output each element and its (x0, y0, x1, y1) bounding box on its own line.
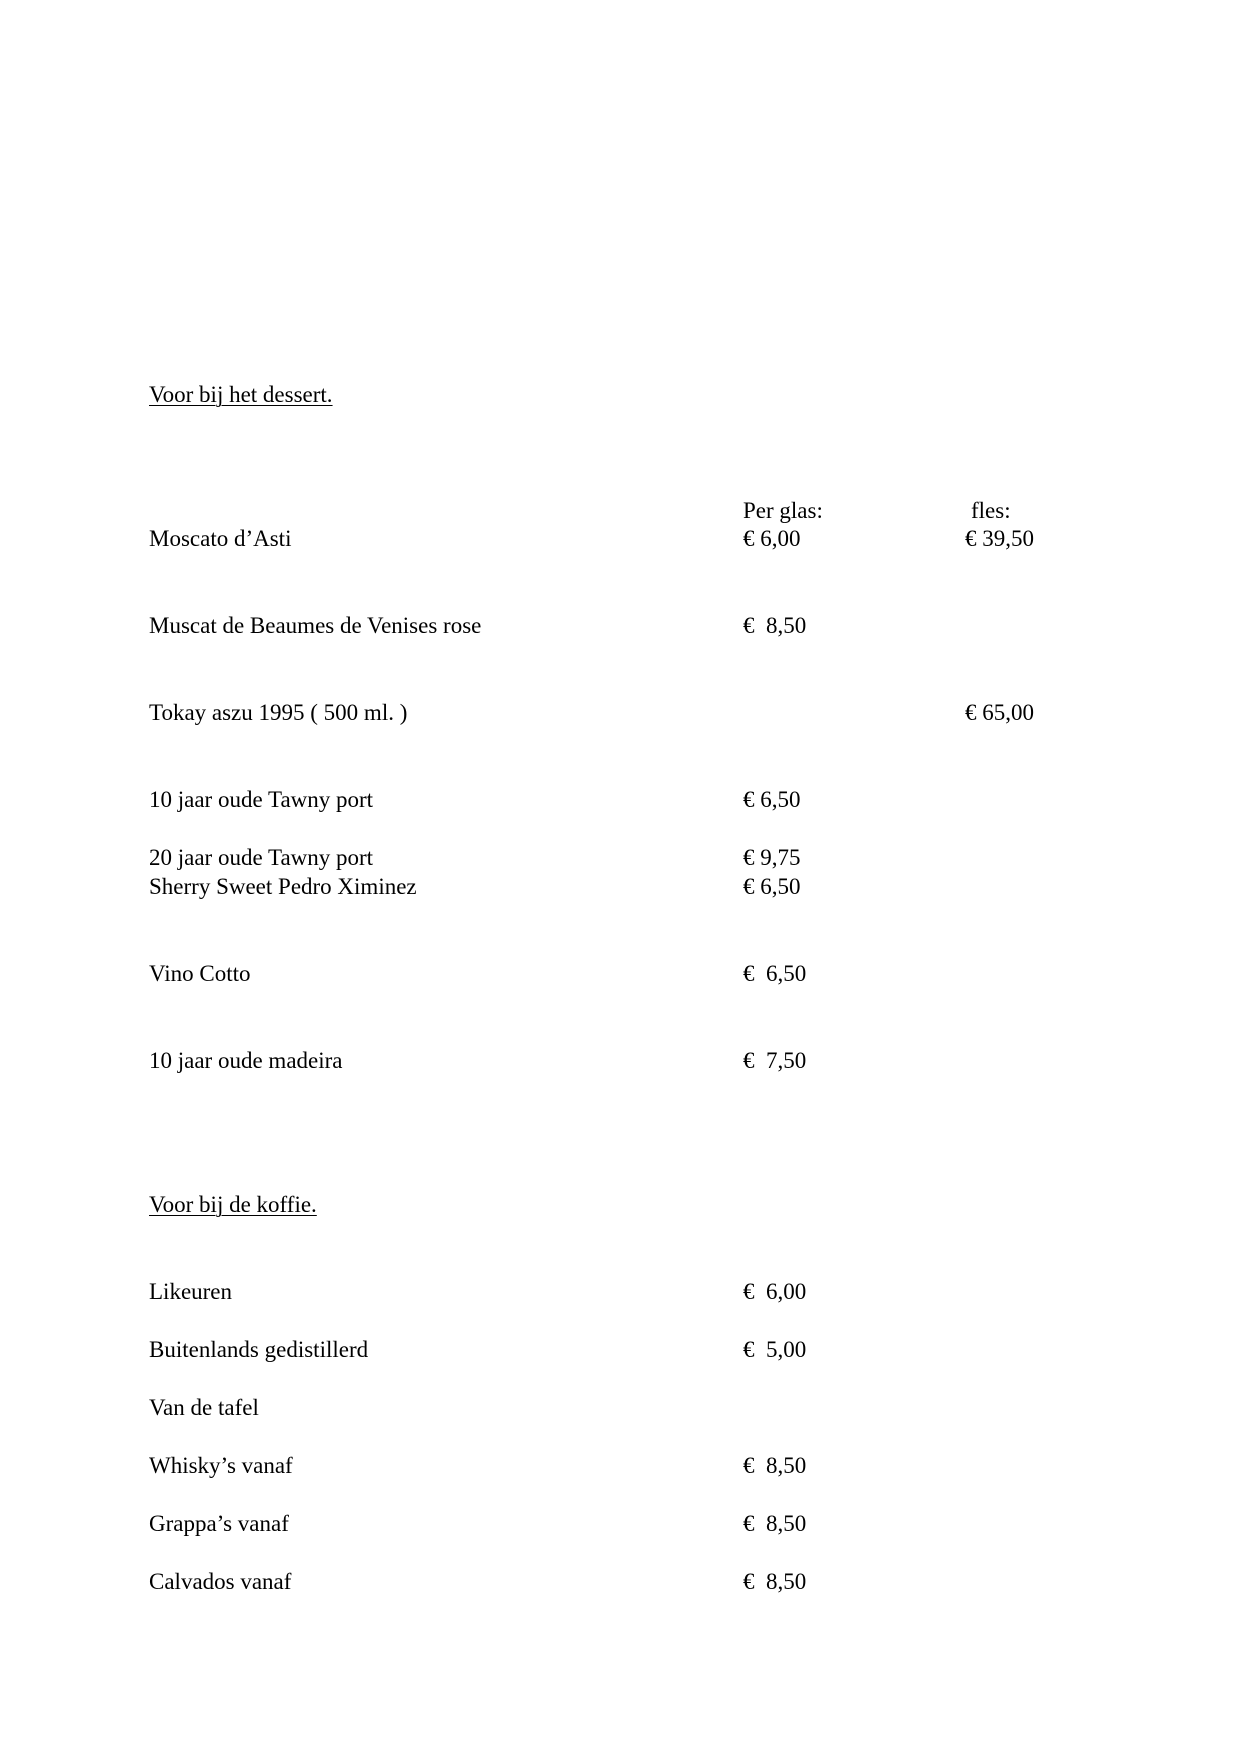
item-name: Whisky’s vanaf (149, 1453, 293, 1478)
item-name: 20 jaar oude Tawny port (149, 845, 374, 870)
item-name: Likeuren (149, 1279, 233, 1304)
item-price-glass: € 6,50 (743, 787, 801, 812)
item-name: Buitenlands gedistillerd (149, 1337, 369, 1362)
column-header-per-glass: Per glas: (743, 498, 823, 523)
item-name: Muscat de Beaumes de Venises rose (149, 613, 482, 638)
item-price-glass: € 6,50 (743, 961, 807, 986)
column-header-bottle: fles: (971, 498, 1011, 523)
item-price-glass: € 8,50 (743, 613, 807, 638)
item-price-bottle: € 39,50 (965, 526, 1034, 551)
item-price-glass: € 8,50 (743, 1453, 807, 1478)
item-name: Moscato d’Asti (149, 526, 292, 551)
dessert-heading: Voor bij het dessert. (149, 382, 333, 407)
item-name: Vino Cotto (149, 961, 251, 986)
item-price-glass: € 8,50 (743, 1511, 807, 1536)
item-price-glass: € 5,00 (743, 1337, 807, 1362)
item-price-bottle: € 65,00 (965, 700, 1034, 725)
item-name: Sherry Sweet Pedro Ximinez (149, 874, 417, 899)
item-price-glass: € 7,50 (743, 1048, 807, 1073)
item-name: Calvados vanaf (149, 1569, 292, 1594)
item-name: 10 jaar oude Tawny port (149, 787, 374, 812)
item-name: Grappa’s vanaf (149, 1511, 289, 1536)
item-name: 10 jaar oude madeira (149, 1048, 343, 1073)
coffee-heading: Voor bij de koffie. (149, 1192, 317, 1217)
item-price-glass: € 9,75 (743, 845, 801, 870)
item-price-glass: € 6,00 (743, 526, 801, 551)
item-price-glass: € 6,50 (743, 874, 801, 899)
item-price-glass: € 6,00 (743, 1279, 807, 1304)
item-price-glass: € 8,50 (743, 1569, 807, 1594)
item-name: Van de tafel (149, 1395, 259, 1420)
item-name: Tokay aszu 1995 ( 500 ml. ) (149, 700, 408, 725)
